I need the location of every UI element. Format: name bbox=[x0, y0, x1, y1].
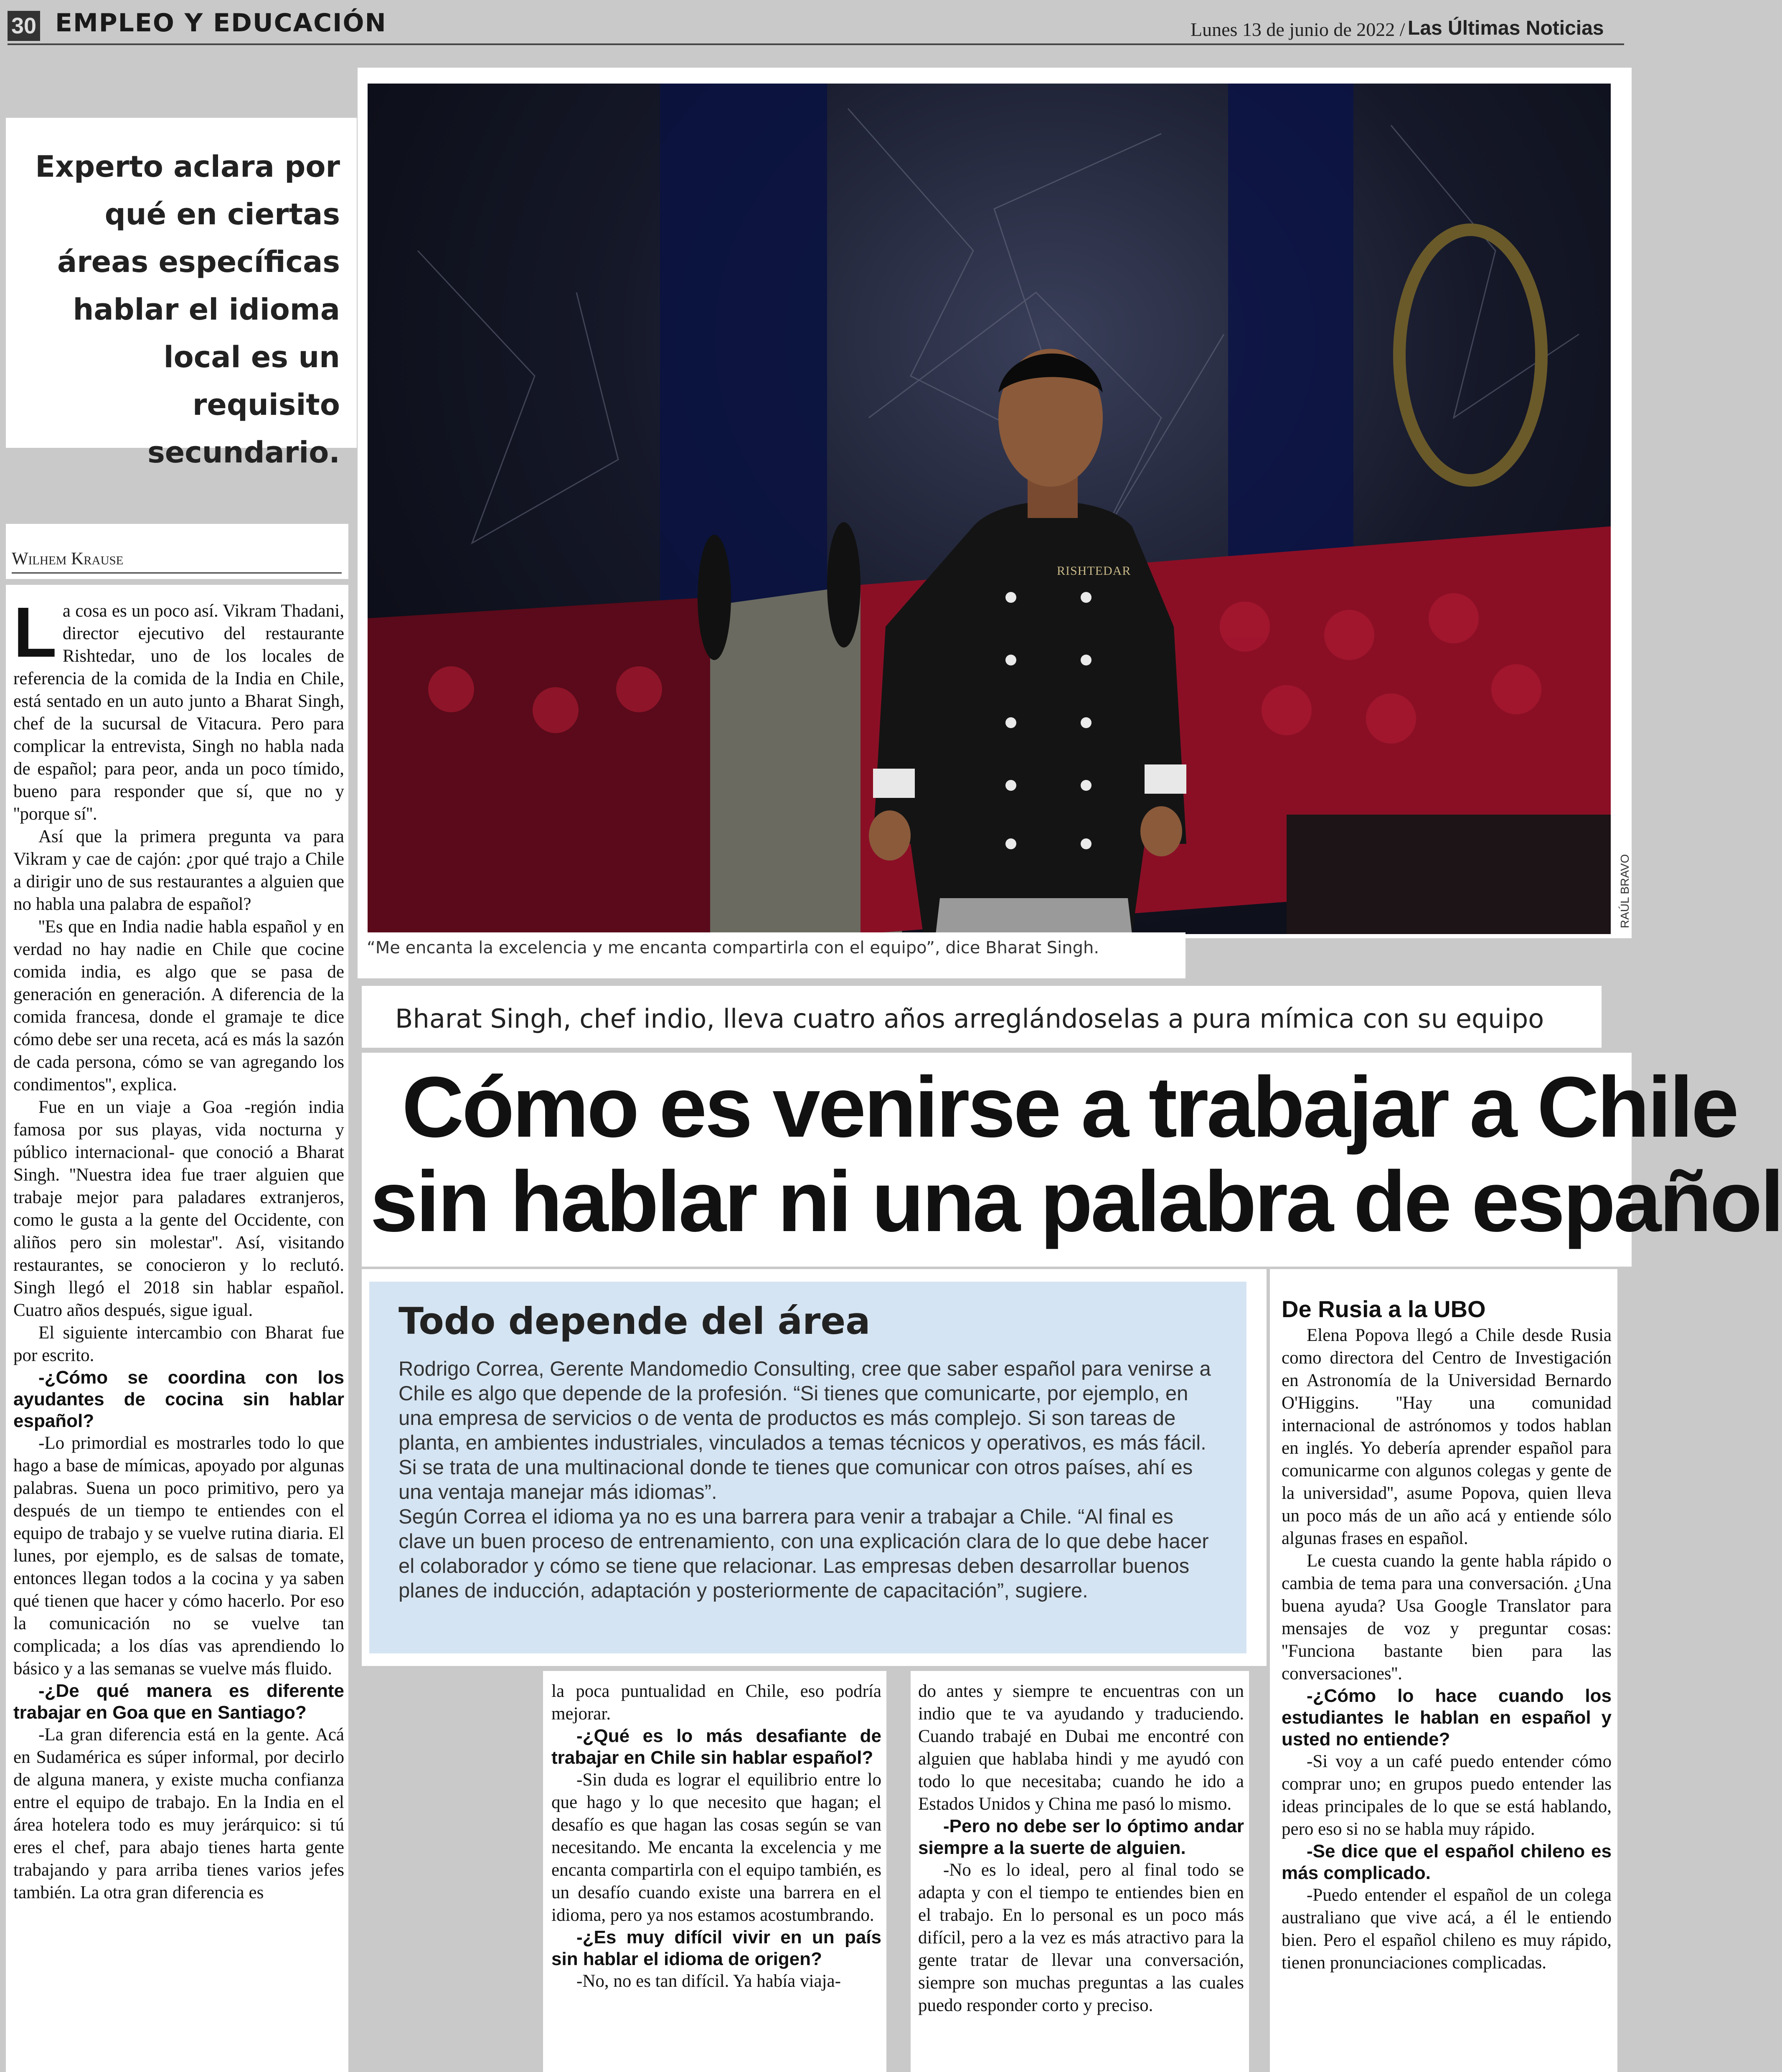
subheadline: Bharat Singh, chef indio, lleva cuatro años arreglándoselas a pura mímica con su equipo bbox=[395, 1003, 1544, 1034]
byline-rule bbox=[12, 572, 342, 574]
photo-caption-box bbox=[358, 932, 1185, 978]
photo-caption: “Me encanta la excelencia y me encanta compartirla con el equipo”, dice Bharat Singh. bbox=[367, 938, 1099, 957]
jacket-logo-text: RISHTEDAR bbox=[1057, 564, 1131, 578]
col3-answer-1: -No es lo ideal, pero al final todo se adapta y con el tiempo te entiendes bien en el trabajo. En lo personal es un poco más difícil, pero a la vez es más atractivo para la gente tratar de llevar una conversación, siempre son muchas preguntas a las cuales puedo responder corto y preciso. bbox=[918, 1860, 1244, 2015]
col2-answer-1: -Sin duda es lograr el equilibrio entre lo que hago y lo que necesito que hagan; el desafío es que hagan las cosas según se van necesitando. Me encanta la excelencia y me encanta compartirla con el equipo también, es un desafío cuando existe una barrera en el idioma, pero ya nos estamos acostumbrando. bbox=[551, 1770, 881, 1925]
headline-line2: sin hablar ni una palabra de español bbox=[370, 1153, 1782, 1249]
col3-question-1: -Pero no debe ser lo óptimo andar siempre a la suerte de alguien. bbox=[918, 1816, 1244, 1858]
byline-box bbox=[6, 524, 348, 579]
col4-answer-1: -Si voy a un café puedo entender cómo comprar uno; en grupos puedo entender las ideas principales de lo que se está hablando, pero eso si no se habla muy rápido. bbox=[1282, 1752, 1612, 1839]
col1-p2: Así que la primera pregunta va para Vikram y cae de cajón: ¿por qué trajo a Chile a dirigir uno de sus restaurantes a alguien que no habla una palabra de español? bbox=[13, 827, 344, 914]
col4-p1: Elena Popova llegó a Chile desde Rusia como directora del Centro de Investigación en Astronomía de la Universidad Bernardo O'Higgins. ''Hay una comunidad internacional de astrónomos y todos hablan en inglés. Yo debería aprender español para comunicarme con algunos colegas y gente de la universidad'', asume Popova, quien lleva un poco más de un año acá y entiende sólo algunas frases en español. bbox=[1282, 1325, 1612, 1548]
col4-answer-2: -Puedo entender el español de un colega australiano que vive acá, a él le entiendo bien. Pero el español chileno es muy rápido, tienen pronunciaciones complicadas. bbox=[1282, 1885, 1612, 1973]
photo bbox=[368, 84, 1611, 934]
drop-cap: L bbox=[13, 593, 57, 672]
column-2 bbox=[543, 1671, 886, 2072]
column-4 bbox=[1270, 1269, 1617, 2072]
page-number: 30 bbox=[8, 11, 40, 41]
col2-question-1: -¿Qué es lo más desafiante de trabajar en Chile sin hablar español? bbox=[551, 1726, 881, 1768]
page-header bbox=[0, 0, 1632, 47]
sidebar-frame bbox=[362, 1269, 1267, 1666]
sidebar-box bbox=[369, 1282, 1246, 1653]
photo-credit: RAÚL BRAVO bbox=[1618, 854, 1631, 928]
headline-line1: Cómo es venirse a trabajar a Chile bbox=[402, 1059, 1737, 1155]
col1-question-1: -¿Cómo se coordina con los ayudantes de cocina sin hablar español? bbox=[13, 1367, 344, 1431]
col1-question-2: -¿De qué manera es diferente trabajar en Goa que en Santiago? bbox=[13, 1681, 344, 1723]
byline: Wilhem Krause bbox=[12, 549, 124, 569]
photo-frame bbox=[358, 68, 1632, 938]
header-publication: Las Últimas Noticias bbox=[1408, 17, 1604, 39]
column-3 bbox=[911, 1671, 1249, 2072]
col4-question-1: -¿Cómo lo hace cuando los estudiantes le hablan en español y usted no entiende? bbox=[1282, 1686, 1612, 1750]
col4-p2: Le cuesta cuando la gente habla rápido o cambia de tema para una conversación. ¿Una buena ayuda? Usa Google Translator para mensajes de voz y preguntar cosas: ''Funciona bastante bien para las conversaciones''. bbox=[1282, 1551, 1612, 1684]
col1-p1: a cosa es un poco así. Vikram Thadani, director ejecutivo del restaurante Rishtedar, uno de los locales de referencia de la comida de la India en Chile, está sentado en un auto junto a Bharat Singh, chef de la sucursal de Vitacura. Pero para complicar la entrevista, Singh no habla nada de español; para peor, anda un poco tímido, bueno para responder que sí, que no y ''porque sí''. bbox=[13, 601, 344, 824]
col1-p5: El siguiente intercambio con Bharat fue por escrito. bbox=[13, 1323, 344, 1365]
col3-p1: do antes y siempre te encuentras con un indio que te va ayudando y traduciendo. Cuando trabajé en Dubai me encontré con alguien que hablaba hindi y me ayudó con todo lo que necesitaba; cuando he ido a Estados Unidos y China me pasó lo mismo. bbox=[918, 1681, 1244, 1814]
col1-answer-1: -Lo primordial es mostrarles todo lo que hago a base de mímicas, apoyado por algunas palabras. Suena un poco primitivo, pero ya después de un tiempo te entiendes con el equipo de trabajo y se vuelve rutina diaria. El lunes, por ejemplo, es de salsas de tomate, entonces llegan todos a la cocina y ya saben qué tienen que hacer y cómo hacerlo. Por eso la comunicación no se vuelve tan complicada; a los días vas aprendiendo lo básico y a las semanas se vuelve más fluido. bbox=[13, 1433, 344, 1678]
sidebar-title: Todo depende del área bbox=[399, 1300, 871, 1343]
headline-box bbox=[362, 1053, 1782, 1267]
col1-answer-2: -La gran diferencia está en la gente. Acá en Sudamérica es súper informal, por decirlo de alguna manera, y existe mucha confianza entre el equipo de trabajo. En la India en el área hotelera todo es muy jerárquico: si tú eres el chef, para abajo tienes harta gente trabajando y para arriba tienes varios jefes también. La otra gran diferencia es bbox=[13, 1725, 344, 1902]
column-1 bbox=[6, 585, 348, 2072]
pullquote-box bbox=[6, 118, 357, 470]
col2-answer-2: -No, no es tan difícil. Ya había viaja- bbox=[576, 1971, 841, 1991]
sidebar-body-2: Según Correa el idioma ya no es una barrera para venir a trabajar a Chile. “Al final es clave un buen proceso de entrenamiento, con una explicación clara de lo que debe hacer el colaborador y cómo se tiene que relacionar. Las empresas deben desarrollar buenos planes de inducción, adaptación y posteriormente de capacitación”, sugiere. bbox=[399, 1506, 1209, 1602]
col4-title: De Rusia a la UBO bbox=[1282, 1296, 1486, 1322]
pullquote-text: Experto aclara por qué en ciertas áreas específicas hablar el idioma local es un requisito secundario. bbox=[35, 150, 340, 470]
col1-p4: Fue en un viaje a Goa -región india famosa por sus playas, vida nocturna y público internacional- que conoció a Bharat Singh. ''Nuestra idea fue traer alguien que trabaje mejor para paladares extranjeros, como le gusta a la gente del Occidente, con aliños pero sin molestar''. Así, visitando restaurantes, se conocieron y lo reclutó. Singh llegó el 2018 sin hablar español. Cuatro años después, sigue igual. bbox=[13, 1097, 344, 1320]
col1-p3: ''Es que en India nadie habla español y en verdad no hay nadie en Chile que cocine comida india, es algo que se pasa de generación en generación. A diferencia de la comida francesa, donde el gramaje te dice cómo debe ser una receta, acá es más la sazón de cada persona, cómo se van agregando los condimentos'', explica. bbox=[13, 917, 344, 1094]
col2-p1: la poca puntualidad en Chile, eso podría mejorar. bbox=[551, 1681, 881, 1724]
header-date: Lunes 13 de junio de 2022 / bbox=[1191, 19, 1405, 40]
header-rule bbox=[8, 43, 1624, 45]
photo-illustration bbox=[368, 84, 1611, 934]
subheadline-box bbox=[362, 986, 1602, 1048]
sidebar-body: Rodrigo Correa, Gerente Mandomedio Consulting, cree que saber español para venirse a Chile es algo que depende de la profesión. “Si tienes que comunicarte, por ejemplo, en una empresa de servicios o de venta de productos es más complejo. Si son tareas de planta, en ambientes industriales, vinculados a temas técnicos y operativos, es más fácil. Si se trata de una multinacional donde te tienes que comunicar con otros países, ahí es una ventaja manejar más idiomas”. bbox=[399, 1358, 1211, 1503]
section-title: EMPLEO Y EDUCACIÓN bbox=[55, 8, 387, 38]
col4-question-2: -Se dice que el español chileno es más complicado. bbox=[1282, 1841, 1612, 1883]
col2-question-2: -¿Es muy difícil vivir en un país sin hablar el idioma de origen? bbox=[551, 1927, 881, 1969]
